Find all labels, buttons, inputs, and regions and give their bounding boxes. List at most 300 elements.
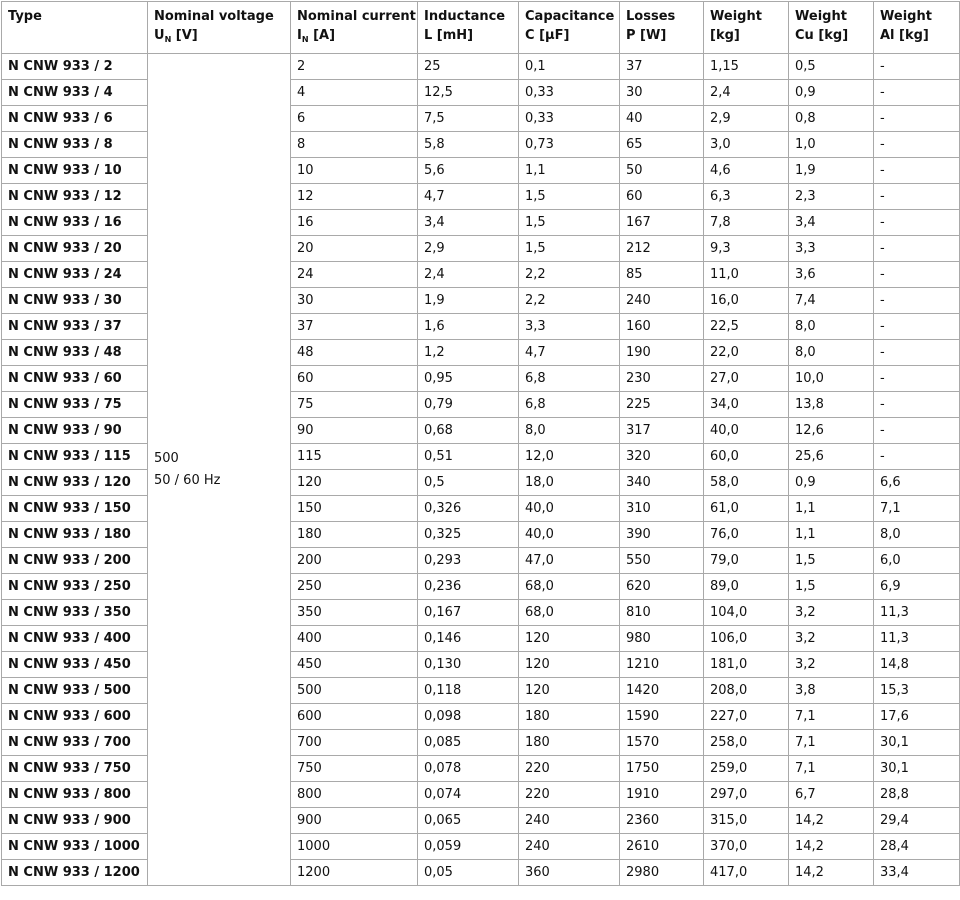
cell-weight: 1,15 xyxy=(704,54,789,80)
cell-capacitance: 6,8 xyxy=(519,366,620,392)
cell-weight-cu: 3,6 xyxy=(789,262,874,288)
table-row xyxy=(2,652,960,678)
cell-losses: 1420 xyxy=(620,678,704,704)
cell-nominal-current: 1000 xyxy=(291,834,418,860)
cell-weight-cu: 7,4 xyxy=(789,288,874,314)
cell-losses: 1750 xyxy=(620,756,704,782)
cell-weight: 258,0 xyxy=(704,730,789,756)
cell-type: N CNW 933 / 4 xyxy=(2,80,148,106)
cell-weight-cu: 14,2 xyxy=(789,860,874,886)
cell-weight-cu: 3,3 xyxy=(789,236,874,262)
cell-weight-cu: 25,6 xyxy=(789,444,874,470)
cell-inductance: 1,2 xyxy=(418,340,519,366)
table-row xyxy=(2,600,960,626)
cell-losses: 810 xyxy=(620,600,704,626)
cell-weight-al: - xyxy=(874,80,960,106)
cell-weight-cu: 0,8 xyxy=(789,106,874,132)
table-row xyxy=(2,496,960,522)
cell-nominal-current: 600 xyxy=(291,704,418,730)
cell-weight-al: - xyxy=(874,158,960,184)
cell-weight-cu: 7,1 xyxy=(789,704,874,730)
cell-nominal-current: 115 xyxy=(291,444,418,470)
cell-capacitance: 68,0 xyxy=(519,600,620,626)
table-row xyxy=(2,730,960,756)
cell-inductance: 12,5 xyxy=(418,80,519,106)
cell-weight-al: - xyxy=(874,210,960,236)
header-weight-cu: Weight Cu [kg] xyxy=(789,2,874,54)
cell-weight: 60,0 xyxy=(704,444,789,470)
cell-nominal-current: 90 xyxy=(291,418,418,444)
cell-weight: 208,0 xyxy=(704,678,789,704)
header-weight: Weight [kg] xyxy=(704,2,789,54)
cell-weight: 61,0 xyxy=(704,496,789,522)
cell-losses: 1570 xyxy=(620,730,704,756)
cell-weight: 16,0 xyxy=(704,288,789,314)
cell-losses: 2360 xyxy=(620,808,704,834)
cell-losses: 225 xyxy=(620,392,704,418)
cell-type: N CNW 933 / 30 xyxy=(2,288,148,314)
table-row xyxy=(2,340,960,366)
cell-weight: 4,6 xyxy=(704,158,789,184)
cell-losses: 230 xyxy=(620,366,704,392)
cell-nominal-current: 750 xyxy=(291,756,418,782)
cell-weight-al: 29,4 xyxy=(874,808,960,834)
cell-capacitance: 1,5 xyxy=(519,236,620,262)
cell-nominal-current: 30 xyxy=(291,288,418,314)
cell-weight-cu: 0,5 xyxy=(789,54,874,80)
table-row xyxy=(2,184,960,210)
cell-losses: 40 xyxy=(620,106,704,132)
cell-inductance: 5,6 xyxy=(418,158,519,184)
table-row xyxy=(2,288,960,314)
cell-inductance: 0,51 xyxy=(418,444,519,470)
cell-losses: 240 xyxy=(620,288,704,314)
cell-losses: 60 xyxy=(620,184,704,210)
cell-capacitance: 4,7 xyxy=(519,340,620,366)
cell-inductance: 5,8 xyxy=(418,132,519,158)
cell-weight: 7,8 xyxy=(704,210,789,236)
cell-type: N CNW 933 / 48 xyxy=(2,340,148,366)
cell-inductance: 0,118 xyxy=(418,678,519,704)
table-row xyxy=(2,860,960,886)
table-row xyxy=(2,236,960,262)
cell-type: N CNW 933 / 1200 xyxy=(2,860,148,886)
header-nominal-current: Nominal current $I_N$ [A] xyxy=(291,2,418,54)
cell-losses: 320 xyxy=(620,444,704,470)
cell-losses: 1210 xyxy=(620,652,704,678)
cell-weight-al: - xyxy=(874,340,960,366)
cell-nominal-current: 48 xyxy=(291,340,418,366)
table-row xyxy=(2,678,960,704)
cell-weight-al: 15,3 xyxy=(874,678,960,704)
cell-weight: 181,0 xyxy=(704,652,789,678)
cell-weight-al: - xyxy=(874,54,960,80)
cell-type: N CNW 933 / 800 xyxy=(2,782,148,808)
cell-weight-cu: 0,9 xyxy=(789,80,874,106)
cell-weight-cu: 10,0 xyxy=(789,366,874,392)
cell-weight-cu: 2,3 xyxy=(789,184,874,210)
cell-type: N CNW 933 / 2 xyxy=(2,54,148,80)
cell-type: N CNW 933 / 6 xyxy=(2,106,148,132)
cell-weight-cu: 1,5 xyxy=(789,574,874,600)
cell-inductance: 2,9 xyxy=(418,236,519,262)
cell-weight-cu: 1,9 xyxy=(789,158,874,184)
cell-weight-cu: 1,1 xyxy=(789,522,874,548)
table-row xyxy=(2,522,960,548)
cell-weight-al: - xyxy=(874,184,960,210)
cell-nominal-current: 10 xyxy=(291,158,418,184)
cell-type: N CNW 933 / 90 xyxy=(2,418,148,444)
cell-inductance: 0,065 xyxy=(418,808,519,834)
cell-losses: 310 xyxy=(620,496,704,522)
cell-nominal-voltage xyxy=(148,54,291,886)
table-row xyxy=(2,262,960,288)
table-row xyxy=(2,80,960,106)
cell-nominal-current: 37 xyxy=(291,314,418,340)
cell-type: N CNW 933 / 16 xyxy=(2,210,148,236)
cell-weight-cu: 3,2 xyxy=(789,652,874,678)
cell-weight-cu: 6,7 xyxy=(789,782,874,808)
cell-type: N CNW 933 / 700 xyxy=(2,730,148,756)
cell-nominal-current: 2 xyxy=(291,54,418,80)
cell-weight-al: - xyxy=(874,288,960,314)
cell-losses: 340 xyxy=(620,470,704,496)
cell-type: N CNW 933 / 150 xyxy=(2,496,148,522)
table-row xyxy=(2,756,960,782)
cell-type: N CNW 933 / 350 xyxy=(2,600,148,626)
header-row xyxy=(2,2,960,54)
cell-weight-al: - xyxy=(874,314,960,340)
cell-type: N CNW 933 / 12 xyxy=(2,184,148,210)
cell-losses: 620 xyxy=(620,574,704,600)
cell-capacitance: 47,0 xyxy=(519,548,620,574)
cell-losses: 2980 xyxy=(620,860,704,886)
cell-weight: 34,0 xyxy=(704,392,789,418)
table-row xyxy=(2,366,960,392)
cell-weight-al: - xyxy=(874,392,960,418)
cell-weight: 6,3 xyxy=(704,184,789,210)
cell-inductance: 0,79 xyxy=(418,392,519,418)
cell-weight-cu: 1,0 xyxy=(789,132,874,158)
header-nominal-voltage: Nominal voltage $U_N$ [V] xyxy=(148,2,291,54)
cell-capacitance: 3,3 xyxy=(519,314,620,340)
cell-capacitance: 360 xyxy=(519,860,620,886)
cell-weight-cu: 12,6 xyxy=(789,418,874,444)
cell-inductance: 0,325 xyxy=(418,522,519,548)
cell-weight-cu: 8,0 xyxy=(789,314,874,340)
cell-nominal-current: 24 xyxy=(291,262,418,288)
cell-weight-al: 33,4 xyxy=(874,860,960,886)
table-row xyxy=(2,54,960,80)
cell-losses: 190 xyxy=(620,340,704,366)
cell-type: N CNW 933 / 10 xyxy=(2,158,148,184)
cell-capacitance: 40,0 xyxy=(519,496,620,522)
cell-weight-cu: 1,5 xyxy=(789,548,874,574)
cell-weight-cu: 7,1 xyxy=(789,756,874,782)
cell-weight-al: 6,0 xyxy=(874,548,960,574)
cell-capacitance: 40,0 xyxy=(519,522,620,548)
cell-nominal-current: 60 xyxy=(291,366,418,392)
cell-type: N CNW 933 / 60 xyxy=(2,366,148,392)
cell-type: N CNW 933 / 200 xyxy=(2,548,148,574)
cell-weight: 297,0 xyxy=(704,782,789,808)
cell-type: N CNW 933 / 20 xyxy=(2,236,148,262)
cell-weight-al: 6,9 xyxy=(874,574,960,600)
cell-nominal-current: 12 xyxy=(291,184,418,210)
cell-capacitance: 120 xyxy=(519,678,620,704)
cell-weight-al: 30,1 xyxy=(874,730,960,756)
cell-weight: 104,0 xyxy=(704,600,789,626)
cell-nominal-current: 20 xyxy=(291,236,418,262)
cell-capacitance: 0,73 xyxy=(519,132,620,158)
table-row xyxy=(2,418,960,444)
table-row xyxy=(2,106,960,132)
cell-weight: 9,3 xyxy=(704,236,789,262)
cell-weight: 417,0 xyxy=(704,860,789,886)
cell-nominal-current: 1200 xyxy=(291,860,418,886)
cell-weight-al: - xyxy=(874,262,960,288)
cell-weight: 2,9 xyxy=(704,106,789,132)
table-row xyxy=(2,470,960,496)
table-row xyxy=(2,210,960,236)
cell-capacitance: 0,1 xyxy=(519,54,620,80)
cell-capacitance: 120 xyxy=(519,652,620,678)
cell-type: N CNW 933 / 24 xyxy=(2,262,148,288)
header-capacitance: Capacitance C [µF] xyxy=(519,2,620,54)
cell-losses: 37 xyxy=(620,54,704,80)
cell-type: N CNW 933 / 750 xyxy=(2,756,148,782)
cell-weight-al: - xyxy=(874,106,960,132)
cell-nominal-current: 180 xyxy=(291,522,418,548)
cell-capacitance: 240 xyxy=(519,834,620,860)
cell-weight-cu: 13,8 xyxy=(789,392,874,418)
cell-capacitance: 220 xyxy=(519,756,620,782)
cell-nominal-current: 450 xyxy=(291,652,418,678)
cell-weight: 106,0 xyxy=(704,626,789,652)
cell-weight-al: 11,3 xyxy=(874,600,960,626)
cell-capacitance: 18,0 xyxy=(519,470,620,496)
header-weight-al: Weight Al [kg] xyxy=(874,2,960,54)
cell-inductance: 0,293 xyxy=(418,548,519,574)
cell-capacitance: 180 xyxy=(519,704,620,730)
cell-weight-al: - xyxy=(874,418,960,444)
table-row xyxy=(2,626,960,652)
cell-inductance: 4,7 xyxy=(418,184,519,210)
table-row xyxy=(2,444,960,470)
cell-weight: 40,0 xyxy=(704,418,789,444)
cell-inductance: 0,95 xyxy=(418,366,519,392)
cell-weight-al: 6,6 xyxy=(874,470,960,496)
cell-losses: 1910 xyxy=(620,782,704,808)
cell-nominal-current: 350 xyxy=(291,600,418,626)
table-row xyxy=(2,574,960,600)
cell-type: N CNW 933 / 37 xyxy=(2,314,148,340)
cell-inductance: 0,146 xyxy=(418,626,519,652)
cell-weight-cu: 3,4 xyxy=(789,210,874,236)
cell-weight-cu: 1,1 xyxy=(789,496,874,522)
cell-weight-al: 7,1 xyxy=(874,496,960,522)
cell-nominal-current: 120 xyxy=(291,470,418,496)
cell-losses: 980 xyxy=(620,626,704,652)
cell-nominal-current: 800 xyxy=(291,782,418,808)
table-row xyxy=(2,548,960,574)
cell-nominal-current: 8 xyxy=(291,132,418,158)
cell-weight-cu: 3,2 xyxy=(789,626,874,652)
cell-inductance: 3,4 xyxy=(418,210,519,236)
cell-capacitance: 8,0 xyxy=(519,418,620,444)
table-row xyxy=(2,132,960,158)
table-row xyxy=(2,782,960,808)
cell-weight: 315,0 xyxy=(704,808,789,834)
cell-inductance: 0,098 xyxy=(418,704,519,730)
cell-nominal-current: 4 xyxy=(291,80,418,106)
cell-weight-cu: 7,1 xyxy=(789,730,874,756)
cell-nominal-current: 75 xyxy=(291,392,418,418)
cell-capacitance: 120 xyxy=(519,626,620,652)
cell-inductance: 0,130 xyxy=(418,652,519,678)
cell-weight-al: - xyxy=(874,236,960,262)
cell-losses: 167 xyxy=(620,210,704,236)
cell-weight: 259,0 xyxy=(704,756,789,782)
cell-losses: 317 xyxy=(620,418,704,444)
table-row xyxy=(2,392,960,418)
cell-weight-cu: 3,8 xyxy=(789,678,874,704)
cell-weight-al: 30,1 xyxy=(874,756,960,782)
cell-weight: 3,0 xyxy=(704,132,789,158)
cell-losses: 65 xyxy=(620,132,704,158)
cell-weight: 22,5 xyxy=(704,314,789,340)
cell-weight: 79,0 xyxy=(704,548,789,574)
cell-capacitance: 1,5 xyxy=(519,184,620,210)
cell-inductance: 0,236 xyxy=(418,574,519,600)
cell-type: N CNW 933 / 120 xyxy=(2,470,148,496)
header-inductance: Inductance L [mH] xyxy=(418,2,519,54)
cell-type: N CNW 933 / 8 xyxy=(2,132,148,158)
cell-type: N CNW 933 / 900 xyxy=(2,808,148,834)
cell-type: N CNW 933 / 1000 xyxy=(2,834,148,860)
table-body xyxy=(2,54,960,886)
cell-type: N CNW 933 / 115 xyxy=(2,444,148,470)
cell-weight: 22,0 xyxy=(704,340,789,366)
cell-type: N CNW 933 / 400 xyxy=(2,626,148,652)
cell-weight: 370,0 xyxy=(704,834,789,860)
table-header xyxy=(2,2,960,54)
table-row xyxy=(2,808,960,834)
table-row xyxy=(2,834,960,860)
cell-capacitance: 0,33 xyxy=(519,80,620,106)
cell-nominal-current: 6 xyxy=(291,106,418,132)
cell-losses: 390 xyxy=(620,522,704,548)
cell-weight: 11,0 xyxy=(704,262,789,288)
cell-nominal-current: 150 xyxy=(291,496,418,522)
cell-inductance: 1,6 xyxy=(418,314,519,340)
cell-inductance: 1,9 xyxy=(418,288,519,314)
cell-inductance: 0,167 xyxy=(418,600,519,626)
voltage-value: 500 xyxy=(154,450,179,466)
cell-weight-al: 8,0 xyxy=(874,522,960,548)
cell-inductance: 0,074 xyxy=(418,782,519,808)
cell-losses: 30 xyxy=(620,80,704,106)
cell-nominal-current: 200 xyxy=(291,548,418,574)
table-row xyxy=(2,158,960,184)
cell-losses: 2610 xyxy=(620,834,704,860)
cell-inductance: 2,4 xyxy=(418,262,519,288)
cell-weight: 2,4 xyxy=(704,80,789,106)
cell-nominal-current: 250 xyxy=(291,574,418,600)
cell-weight-al: - xyxy=(874,444,960,470)
cell-nominal-current: 900 xyxy=(291,808,418,834)
cell-losses: 1590 xyxy=(620,704,704,730)
cell-capacitance: 6,8 xyxy=(519,392,620,418)
cell-type: N CNW 933 / 600 xyxy=(2,704,148,730)
reactor-spec-table xyxy=(1,1,960,886)
header-type: Type xyxy=(2,2,148,54)
cell-type: N CNW 933 / 500 xyxy=(2,678,148,704)
cell-inductance: 0,078 xyxy=(418,756,519,782)
cell-nominal-current: 400 xyxy=(291,626,418,652)
cell-type: N CNW 933 / 250 xyxy=(2,574,148,600)
cell-weight: 76,0 xyxy=(704,522,789,548)
cell-capacitance: 1,1 xyxy=(519,158,620,184)
cell-capacitance: 2,2 xyxy=(519,288,620,314)
cell-weight-al: 17,6 xyxy=(874,704,960,730)
cell-weight-al: 11,3 xyxy=(874,626,960,652)
cell-weight-cu: 14,2 xyxy=(789,834,874,860)
cell-weight-al: - xyxy=(874,366,960,392)
cell-type: N CNW 933 / 180 xyxy=(2,522,148,548)
cell-weight-cu: 0,9 xyxy=(789,470,874,496)
cell-inductance: 25 xyxy=(418,54,519,80)
cell-type: N CNW 933 / 450 xyxy=(2,652,148,678)
cell-type: N CNW 933 / 75 xyxy=(2,392,148,418)
cell-weight-cu: 8,0 xyxy=(789,340,874,366)
cell-capacitance: 12,0 xyxy=(519,444,620,470)
cell-weight-al: - xyxy=(874,132,960,158)
cell-inductance: 0,326 xyxy=(418,496,519,522)
cell-losses: 212 xyxy=(620,236,704,262)
cell-losses: 85 xyxy=(620,262,704,288)
cell-inductance: 0,68 xyxy=(418,418,519,444)
cell-capacitance: 220 xyxy=(519,782,620,808)
cell-weight: 27,0 xyxy=(704,366,789,392)
cell-capacitance: 1,5 xyxy=(519,210,620,236)
cell-nominal-current: 16 xyxy=(291,210,418,236)
cell-nominal-current: 500 xyxy=(291,678,418,704)
table-row xyxy=(2,314,960,340)
header-losses: Losses P [W] xyxy=(620,2,704,54)
cell-inductance: 0,05 xyxy=(418,860,519,886)
cell-weight: 58,0 xyxy=(704,470,789,496)
cell-weight-cu: 14,2 xyxy=(789,808,874,834)
table-row xyxy=(2,704,960,730)
cell-nominal-current: 700 xyxy=(291,730,418,756)
cell-weight-al: 28,8 xyxy=(874,782,960,808)
cell-inductance: 0,059 xyxy=(418,834,519,860)
cell-weight: 89,0 xyxy=(704,574,789,600)
cell-capacitance: 0,33 xyxy=(519,106,620,132)
cell-losses: 550 xyxy=(620,548,704,574)
cell-capacitance: 68,0 xyxy=(519,574,620,600)
cell-weight-cu: 3,2 xyxy=(789,600,874,626)
cell-weight-al: 28,4 xyxy=(874,834,960,860)
cell-losses: 50 xyxy=(620,158,704,184)
cell-inductance: 0,5 xyxy=(418,470,519,496)
cell-inductance: 7,5 xyxy=(418,106,519,132)
cell-weight: 227,0 xyxy=(704,704,789,730)
cell-weight-al: 14,8 xyxy=(874,652,960,678)
cell-losses: 160 xyxy=(620,314,704,340)
cell-capacitance: 2,2 xyxy=(519,262,620,288)
